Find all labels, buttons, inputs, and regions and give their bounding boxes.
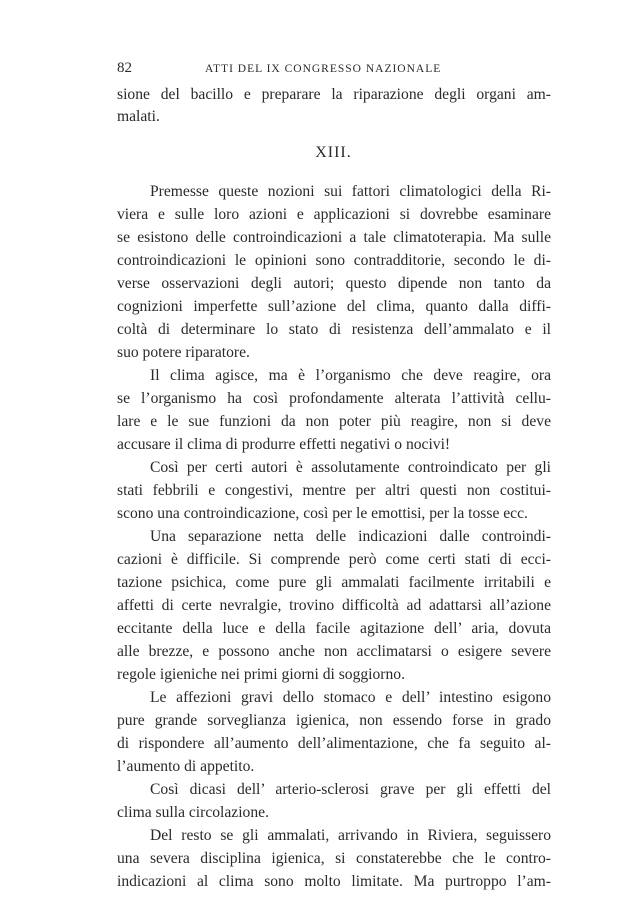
text-line: pure grande sorveglianza igienica, non essendo forse in grado bbox=[117, 712, 551, 729]
text-line: se l’organismo ha così profondamente alterata l’attività cellu- bbox=[117, 390, 551, 407]
text-line: affetti di certe nevralgie, trovino difficoltà ad adattarsi all’azione bbox=[117, 597, 551, 614]
text-line: coltà di determinare lo stato di resistenza dell’ammalato e il bbox=[117, 321, 551, 338]
text-line: l’aumento di appetito. bbox=[117, 758, 255, 775]
text-line: sione del bacillo e preparare la riparazione degli organi am- bbox=[117, 86, 551, 103]
text-line: scono una controindicazione, così per le emottisi, per la tosse ecc. bbox=[117, 505, 528, 522]
page-number: 82 bbox=[117, 60, 132, 76]
text-line: controindicazioni le opinioni sono contradditorie, secondo le di- bbox=[117, 252, 551, 269]
text-line: cognizioni imperfette sull’azione del clima, quanto dalla diffi- bbox=[117, 298, 551, 315]
text-line: Così dicasi dell’ arterio-sclerosi grave per gli effetti del bbox=[150, 781, 551, 798]
text-line: regole igieniche nei primi giorni di soggiorno. bbox=[117, 666, 405, 683]
text-line: viera e sulle loro azioni e applicazioni si dovrebbe esaminare bbox=[117, 206, 551, 223]
text-line: Il clima agisce, ma è l’organismo che deve reagire, ora bbox=[150, 367, 551, 384]
section-heading: XIII. bbox=[315, 144, 352, 161]
text-line: una severa disciplina igienica, si constaterebbe che le contro- bbox=[117, 850, 551, 867]
text-line: accusare il clima di produrre effetti negativi o nocivi! bbox=[117, 436, 451, 453]
text-line: Una separazione netta delle indicazioni dalle controindi- bbox=[150, 528, 551, 545]
text-line: lare e le sue funzioni da non poter più reagire, non si deve bbox=[117, 413, 551, 430]
text-line: Del resto se gli ammalati, arrivando in Riviera, seguissero bbox=[150, 827, 551, 844]
text-line: cazioni è difficile. Si comprende però come certi stati di ecci- bbox=[117, 551, 551, 568]
text-line: Così per certi autori è assolutamente controindicato per gli bbox=[150, 459, 551, 476]
text-line: di rispondere all’aumento dell’alimentazione, che fa seguito al- bbox=[117, 735, 551, 752]
text-line: eccitante della luce e della facile agitazione dell’ aria, dovuta bbox=[117, 620, 551, 637]
text-line: suo potere riparatore. bbox=[117, 344, 250, 361]
text-line: clima sulla circolazione. bbox=[117, 804, 269, 821]
running-title: ATTI DEL IX CONGRESSO NAZIONALE bbox=[205, 63, 442, 75]
text-line: Le affezioni gravi dello stomaco e dell’ intestino esigono bbox=[150, 689, 551, 706]
text-line: malati. bbox=[117, 108, 160, 125]
text-line: se esistono delle controindicazioni a tale climatoterapia. Ma sulle bbox=[117, 229, 551, 246]
text-line: alle brezze, e possono anche non acclimatarsi o esigere severe bbox=[117, 643, 551, 660]
text-line: Premesse queste nozioni sui fattori climatologici della Ri- bbox=[150, 183, 551, 200]
text-line: tazione psichica, come pure gli ammalati facilmente irritabili e bbox=[117, 574, 551, 591]
text-line: verse osservazioni degli autori; questo dipende non tanto da bbox=[117, 275, 551, 292]
text-line: indicazioni al clima sono molto limitate. Ma purtroppo l’am- bbox=[117, 873, 551, 890]
text-line: stati febbrili e congestivi, mentre per altri questi non costitui- bbox=[117, 482, 551, 499]
